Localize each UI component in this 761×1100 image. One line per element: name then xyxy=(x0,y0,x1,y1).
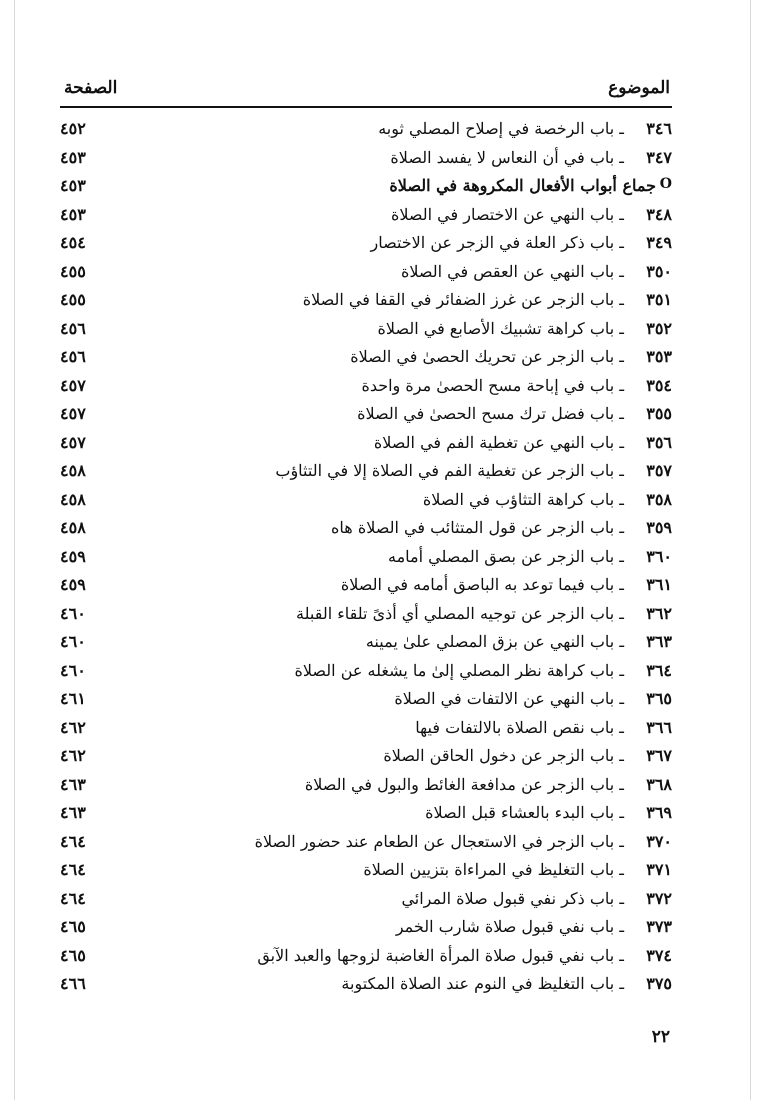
entry-page-number: ٤٦٠ xyxy=(60,660,86,680)
toc-entry xyxy=(60,173,672,202)
entry-number: ٣٧٥ xyxy=(646,974,672,993)
entry-title: ـ باب فضل ترك مسح الحصىٰ في الصلاة xyxy=(353,404,624,423)
toc-entry xyxy=(60,401,672,430)
entry-page-number: ٤٥٧ xyxy=(60,404,86,423)
entry-page-number: ٤٦٢ xyxy=(60,717,86,737)
entry-title: ـ باب كراهة التثاؤب في الصلاة xyxy=(419,490,624,509)
entry-page-number: ٤٦١ xyxy=(60,689,86,708)
toc-entry xyxy=(60,344,672,373)
entry-number: ٣٦٧ xyxy=(646,746,672,765)
entry-number: ٣٦٦ xyxy=(646,717,672,737)
entry-page-number: ٤٥٩ xyxy=(60,575,86,594)
entry-number: ٣٦١ xyxy=(646,575,672,594)
entry-title: ـ باب نفي قبول صلاة المرأة الغاضبة لزوجها والعبد الآبق xyxy=(253,946,624,965)
entry-title: ـ باب ذكر نفي قبول صلاة المرائي xyxy=(397,889,624,908)
toc-entry xyxy=(60,715,672,744)
entry-title: ـ باب الزجر عن مدافعة الغائط والبول في الصلاة xyxy=(301,775,624,794)
toc-entry xyxy=(60,230,672,259)
toc-entry xyxy=(60,629,672,658)
entry-page-number: ٤٦٥ xyxy=(60,917,86,936)
section-marker-icon: O xyxy=(659,176,672,192)
entry-number: ٣٦٩ xyxy=(646,803,672,822)
entry-number: ٣٥٥ xyxy=(646,404,672,423)
toc-entry xyxy=(60,544,672,573)
entry-title: ـ باب كراهة نظر المصلي إلىٰ ما يشغله عن الصلاة xyxy=(290,661,624,680)
entry-number: ٣٥٦ xyxy=(646,432,672,452)
entry-page-number: ٤٦٦ xyxy=(60,974,86,993)
toc-entry xyxy=(60,686,672,715)
entry-number: ٣٦٢ xyxy=(646,603,672,623)
entry-page-number: ٤٥٧ xyxy=(60,432,86,452)
entry-number: ٣٤٩ xyxy=(646,233,672,252)
entry-number: ٣٤٦ xyxy=(646,119,672,138)
entry-number: ٣٧٤ xyxy=(646,945,672,965)
entry-title: ـ باب الزجر عن بصق المصلي أمامه xyxy=(384,547,624,566)
entry-number: ٣٥٩ xyxy=(646,518,672,537)
toc-entry xyxy=(60,145,672,174)
entry-page-number: ٤٦٣ xyxy=(60,774,86,794)
entry-page-number: ٤٦٣ xyxy=(60,803,86,822)
entry-page-number: ٤٥٦ xyxy=(60,318,86,338)
entry-title: ـ باب الزجر عن تغطية الفم في الصلاة إلا في التثاؤب xyxy=(271,461,624,480)
entry-title: ـ باب النهي عن الالتفات في الصلاة xyxy=(390,689,624,708)
entry-title: ـ باب في إباحة مسح الحصىٰ مرة واحدة xyxy=(357,376,624,395)
entry-number: ٣٧٠ xyxy=(646,831,672,851)
entry-page-number: ٤٥٧ xyxy=(60,375,86,395)
entry-title: ـ باب ذكر العلة في الزجر عن الاختصار xyxy=(366,233,624,252)
section-title: جماع أبواب الأفعال المكروهة في الصلاة xyxy=(385,176,656,195)
toc-list xyxy=(60,116,672,1000)
entry-number: ٣٧١ xyxy=(646,860,672,879)
entry-title: ـ باب الزجر عن دخول الحاقن الصلاة xyxy=(379,746,624,765)
toc-entry xyxy=(60,430,672,459)
toc-entry xyxy=(60,458,672,487)
entry-number: ٣٥١ xyxy=(646,290,672,309)
entry-title: ـ باب النهي عن تغطية الفم في الصلاة xyxy=(370,433,624,452)
entry-page-number: ٤٦٢ xyxy=(60,746,86,765)
toc-entry xyxy=(60,772,672,801)
toc-entry xyxy=(60,259,672,288)
toc-entry xyxy=(60,886,672,915)
header-page-label: الصفحة xyxy=(64,78,118,98)
entry-page-number: ٤٥٦ xyxy=(60,347,86,366)
entry-number: ٣٧٣ xyxy=(646,917,672,936)
toc-entry xyxy=(60,829,672,858)
toc-entry xyxy=(60,202,672,231)
entry-title: ـ باب نقص الصلاة بالالتفات فيها xyxy=(411,718,624,737)
toc-header xyxy=(60,72,672,108)
toc-entry xyxy=(60,572,672,601)
entry-number: ٣٦٠ xyxy=(646,546,672,566)
entry-number: ٣٦٥ xyxy=(646,689,672,708)
footer-page-number: ٢٢ xyxy=(651,1027,670,1047)
entry-number: ٣٥٨ xyxy=(646,489,672,509)
toc-entry xyxy=(60,373,672,402)
entry-page-number: ٤٥٨ xyxy=(60,461,86,480)
toc-entry xyxy=(60,658,672,687)
entry-number: ٣٦٣ xyxy=(646,632,672,651)
entry-page-number: ٤٦٠ xyxy=(60,603,86,623)
entry-page-number: ٤٥٢ xyxy=(60,119,86,138)
entry-page-number: ٤٦٠ xyxy=(60,632,86,651)
entry-number: ٣٦٨ xyxy=(646,774,672,794)
entry-title: ـ باب الزجر عن تحريك الحصىٰ في الصلاة xyxy=(346,347,624,366)
entry-title: ـ باب النهي عن العقص في الصلاة xyxy=(397,262,624,281)
toc-entry xyxy=(60,857,672,886)
entry-title: ـ باب الزجر عن قول المتثائب في الصلاة هاه xyxy=(327,518,624,537)
entry-page-number: ٤٥٣ xyxy=(60,147,86,167)
header-topic-label: الموضوع xyxy=(608,78,670,98)
entry-page-number: ٤٦٥ xyxy=(60,945,86,965)
toc-entry xyxy=(60,943,672,972)
entry-title: ـ باب كراهة تشبيك الأصابع في الصلاة xyxy=(374,319,624,338)
toc-entry xyxy=(60,743,672,772)
entry-number: ٣٥٠ xyxy=(646,261,672,281)
entry-page-number: ٤٥٣ xyxy=(60,176,86,195)
entry-number: ٣٥٧ xyxy=(646,461,672,480)
entry-title: ـ باب النهي عن بزق المصلي علىٰ يمينه xyxy=(362,632,624,651)
entry-title: ـ باب فيما توعد به الباصق أمامه في الصلاة xyxy=(337,575,624,594)
toc-entry xyxy=(60,800,672,829)
toc-entry xyxy=(60,316,672,345)
scan-edge-line xyxy=(14,0,15,1100)
entry-title: ـ باب البدء بالعشاء قبل الصلاة xyxy=(421,803,624,822)
entry-page-number: ٤٦٤ xyxy=(60,888,86,908)
entry-number: ٣٤٨ xyxy=(646,204,672,224)
entry-page-number: ٤٥٥ xyxy=(60,290,86,309)
entry-page-number: ٤٥٤ xyxy=(60,233,86,252)
entry-title: ـ باب النهي عن الاختصار في الصلاة xyxy=(387,205,624,224)
toc-entry xyxy=(60,116,672,145)
entry-page-number: ٤٥٨ xyxy=(60,489,86,509)
toc-entry xyxy=(60,515,672,544)
entry-number: ٣٥٣ xyxy=(646,347,672,366)
entry-number: ٣٧٢ xyxy=(646,888,672,908)
entry-number: ٣٤٧ xyxy=(646,147,672,167)
entry-page-number: ٤٦٤ xyxy=(60,860,86,879)
entry-page-number: ٤٥٩ xyxy=(60,546,86,566)
entry-page-number: ٤٥٥ xyxy=(60,261,86,281)
toc-entry xyxy=(60,914,672,943)
entry-title: ـ باب نفي قبول صلاة شارب الخمر xyxy=(392,917,624,936)
toc-entry xyxy=(60,601,672,630)
toc-page xyxy=(60,72,672,1062)
entry-page-number: ٤٦٤ xyxy=(60,831,86,851)
entry-title: ـ باب في أن النعاس لا يفسد الصلاة xyxy=(386,148,624,167)
toc-entry xyxy=(60,971,672,1000)
entry-title: ـ باب الزجر في الاستعجال عن الطعام عند حضور الصلاة xyxy=(251,832,624,851)
entry-page-number: ٤٥٨ xyxy=(60,518,86,537)
entry-title: ـ باب الرخصة في إصلاح المصلي ثوبه xyxy=(374,119,624,138)
entry-number: ٣٦٤ xyxy=(646,660,672,680)
toc-entry xyxy=(60,287,672,316)
entry-page-number: ٤٥٣ xyxy=(60,204,86,224)
entry-title: ـ باب الزجر عن غرز الضفائر في القفا في الصلاة xyxy=(299,290,624,309)
entry-title: ـ باب الزجر عن توجيه المصلي أي أذىً تلقاء القبلة xyxy=(292,604,624,623)
scan-edge-line xyxy=(750,0,751,1100)
entry-title: ـ باب التغليظ في المراءاة بتزيين الصلاة xyxy=(359,860,624,879)
toc-entry xyxy=(60,487,672,516)
entry-number: ٣٥٢ xyxy=(646,318,672,338)
entry-title: ـ باب التغليظ في النوم عند الصلاة المكتوبة xyxy=(337,974,624,993)
entry-number: ٣٥٤ xyxy=(646,375,672,395)
